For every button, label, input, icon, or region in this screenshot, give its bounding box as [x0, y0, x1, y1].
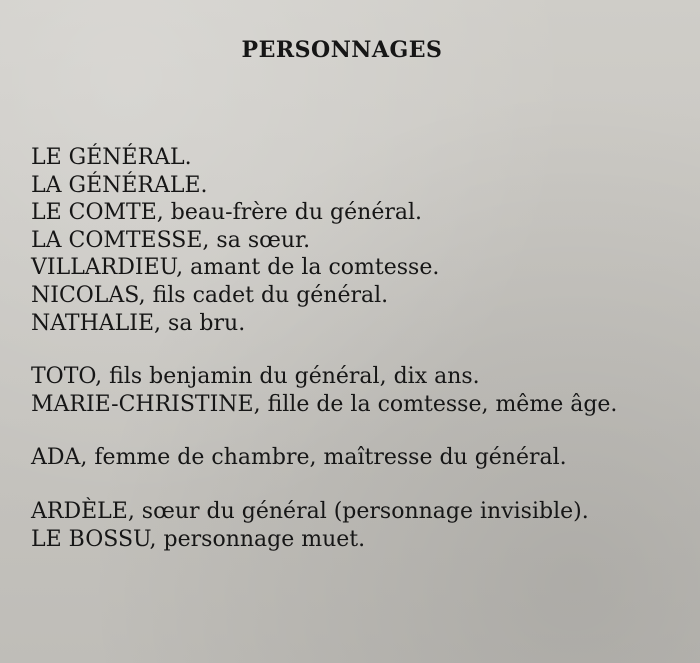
character-group-2 — [31, 363, 691, 418]
character-entry: VILLARDIEU, amant de la comtesse. — [31, 255, 440, 281]
character-entry: TOTO, fils benjamin du général, dix ans. — [31, 364, 480, 390]
character-entry: LE BOSSU, personnage muet. — [31, 526, 366, 552]
character-entry: NATHALIE, sa bru. — [31, 310, 246, 336]
character-entry: NICOLAS, fils cadet du général. — [31, 282, 389, 308]
character-entry: ADA, femme de chambre, maîtresse du général. — [31, 445, 567, 471]
page-title-text: PERSONNAGES — [241, 37, 443, 63]
character-group-3 — [31, 444, 691, 472]
character-group-1 — [31, 144, 691, 337]
character-group-4 — [31, 498, 691, 553]
character-entry: ARDÈLE, sœur du général (personnage invisible). — [31, 498, 589, 524]
character-entry: LE GÉNÉRAL. — [31, 145, 192, 170]
character-entry: LE COMTE, beau-frère du général. — [31, 200, 423, 226]
character-list — [31, 144, 691, 553]
character-entry: LA GÉNÉRALE. — [31, 172, 208, 198]
character-entry: LA COMTESSE, sa sœur. — [31, 227, 311, 253]
page-title — [0, 36, 700, 64]
character-entry: MARIE-CHRISTINE, fille de la comtesse, même âge. — [31, 391, 618, 417]
